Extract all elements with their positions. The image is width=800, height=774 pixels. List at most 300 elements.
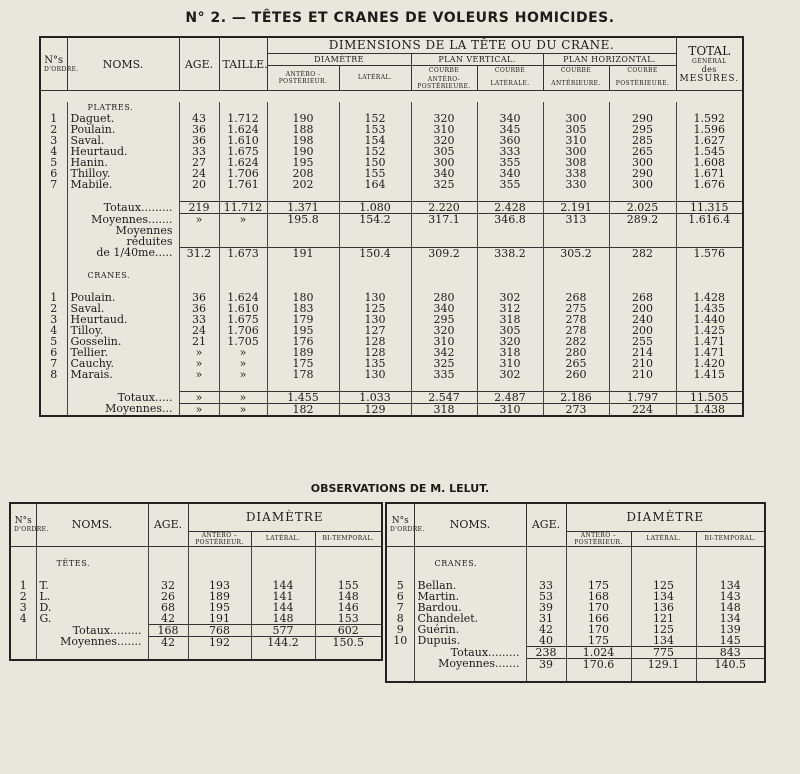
table-row [40,347,743,358]
table-cell: 175 [566,635,631,647]
table-cell: 240 [609,314,676,325]
section-label-tetes_label: TÊTES. [36,558,148,569]
table-cell: 340 [411,303,477,314]
table-cell: 300 [543,113,609,124]
table-cell: 1.712 [219,113,267,124]
table-cell: 2 [40,303,67,314]
table-cell [696,558,765,569]
table-cell: 285 [609,135,676,146]
row-name: Gosselin. [67,336,179,347]
table-cell: 195 [267,325,339,336]
row-name: G. [36,613,148,625]
table-cell: 155 [339,168,411,179]
table-cell: 318 [477,347,543,358]
summary-value: 310 [477,403,543,416]
table-cell: 255 [609,336,676,347]
table-cell: 265 [609,146,676,157]
row-name: Chandelet. [414,613,526,624]
summary-value: 129 [339,403,411,416]
table-cell: 6 [386,591,414,602]
table-cell: 1.675 [219,146,267,157]
row-name: Tilloy. [67,325,179,336]
table-cell: 355 [477,179,543,190]
section-label-cranes_label: CRANES. [414,558,526,569]
table-cell: 280 [411,292,477,303]
summary-value: 317.1 [411,214,477,226]
summary-value: 129.1 [631,658,696,670]
summary-value: 843 [696,646,765,658]
table-cell: 300 [543,146,609,157]
header-antero-posterieur: ANTÉRO - POSTÉRIEUR. [267,65,339,91]
table-cell: 143 [696,591,765,602]
table-cell: 282 [543,336,609,347]
header-plan-vertical: PLAN VERTICAL. [411,53,543,65]
summary-value: 338.2 [477,247,543,259]
main-table-body [40,91,743,416]
table-cell: 40 [526,635,566,647]
summary-value: 1.797 [609,391,676,403]
table-cell: 312 [477,303,543,314]
table-cell [543,225,609,247]
row-name: Heurtaud. [67,146,179,157]
summary-value: 140.5 [696,658,765,670]
summary-value: 273 [543,403,609,416]
table-cell: 134 [696,613,765,624]
table-cell: » [179,347,219,358]
table-row [386,602,765,613]
table-row [40,179,743,190]
summary-value: 170.6 [566,658,631,670]
header-courbe-4: COURBE [609,65,676,76]
table-cell: 278 [543,325,609,336]
table-cell: 176 [267,336,339,347]
table-row [40,292,743,303]
row-name: L. [36,591,148,602]
summary-value: 1.455 [267,391,339,403]
summary-value: 768 [188,624,251,636]
table-cell: 1.471 [676,336,743,347]
observations-title: OBSERVATIONS DE M. LELUT. [310,482,490,495]
main-table [39,36,744,417]
table-cell: 7 [40,358,67,369]
section-label-cranes: CRANES. [67,270,179,281]
table-cell: 42 [148,613,188,625]
summary-value: 168 [148,624,188,636]
table-cell: 318 [477,314,543,325]
table-cell: 5 [40,336,67,347]
table-cell [148,558,188,569]
summary-value: 11.505 [676,391,743,403]
summary-row [386,646,765,658]
table-cell: 7 [386,602,414,613]
obs-right-header-age: AGE. [526,503,566,546]
header-taille: TAILLE. [219,37,267,91]
table-cell [676,225,743,247]
table-cell [251,558,315,569]
table-cell: 190 [267,113,339,124]
table-cell [219,225,267,247]
row-name: Cauchy. [67,358,179,369]
summary-value: 2.025 [609,202,676,214]
header-lateral: LATÉRAL. [339,65,411,91]
summary-value: 2.191 [543,202,609,214]
summary-value: 1.024 [566,646,631,658]
table-cell: 36 [179,292,219,303]
table-cell: 268 [609,292,676,303]
row-name: Poulain. [67,124,179,135]
table-cell: 39 [526,602,566,613]
table-cell: 193 [188,580,251,591]
table-cell: 134 [696,580,765,591]
table-cell: 180 [267,292,339,303]
table-cell: 134 [631,635,696,647]
table-cell: 127 [339,325,411,336]
table-cell: 33 [526,580,566,591]
table-cell: 139 [696,624,765,635]
obs-right-header-bitemporal: BI-TEMPORAL. [696,531,765,546]
table-cell: 308 [543,157,609,168]
summary-row [40,391,743,403]
table-cell: 42 [526,624,566,635]
summary-value: 1.673 [219,247,267,259]
table-cell: 7 [40,179,67,190]
table-cell: 310 [411,124,477,135]
table-cell: 295 [609,124,676,135]
row-name: Marais. [67,369,179,380]
table-cell: 1.425 [676,325,743,336]
row-name: Poulain. [67,292,179,303]
table-cell: 136 [631,602,696,613]
table-cell [609,270,676,281]
table-cell: 325 [411,358,477,369]
table-row [10,602,382,613]
row-name: Saval. [67,135,179,146]
table-cell [386,658,414,670]
table-cell: 179 [267,314,339,325]
table-cell: 152 [339,113,411,124]
table-cell: 166 [566,613,631,624]
header-age: AGE. [179,37,219,91]
table-cell: 1 [40,292,67,303]
table-cell [10,636,36,648]
row-name: Bellan. [414,580,526,591]
summary-value: 11.315 [676,202,743,214]
table-cell: 305 [543,124,609,135]
table-cell: 275 [543,303,609,314]
table-cell [676,270,743,281]
table-cell [411,225,477,247]
table-cell: 1.676 [676,179,743,190]
table-row [386,635,765,647]
table-cell: 33 [179,314,219,325]
row-name: Heurtaud. [67,314,179,325]
header-courbe-anterieure: ANTÉRIEURE. [543,76,609,91]
table-cell: 141 [251,591,315,602]
table-cell: 188 [267,124,339,135]
row-name: T. [36,580,148,591]
row-name: Guérin. [414,624,526,635]
section-label-platres: PLATRES. [67,102,179,113]
table-cell: 3 [10,602,36,613]
table-cell [179,270,219,281]
table-cell: 1.705 [219,336,267,347]
header-courbe-1: COURBE [411,65,477,76]
row-name: Martin. [414,591,526,602]
obs-right-header-no: N°s D'ORDRE. [386,503,414,546]
table-cell: 191 [188,613,251,625]
table-cell [386,646,414,658]
table-cell [219,270,267,281]
table-cell: 121 [631,613,696,624]
summary-value: 144.2 [251,636,315,648]
table-cell [386,558,414,569]
summary-value: 577 [251,624,315,636]
table-cell [188,558,251,569]
table-cell: 360 [477,135,543,146]
table-cell: 335 [411,369,477,380]
table-cell: 2 [10,591,36,602]
row-name: Bardou. [414,602,526,613]
summary-value: 2.547 [411,391,477,403]
table-cell: 320 [411,113,477,124]
table-cell: 27 [179,157,219,168]
table-cell: 342 [411,347,477,358]
table-cell: 1.761 [219,179,267,190]
table-cell: 125 [339,303,411,314]
table-cell: 280 [543,347,609,358]
table-cell: 333 [477,146,543,157]
summary-label-row [40,225,743,247]
table-cell: 134 [631,591,696,602]
table-cell: 153 [315,613,382,625]
summary-label: Moyennes....... [67,214,179,226]
table-cell: 24 [179,325,219,336]
table-cell: 125 [631,580,696,591]
table-cell: 310 [411,336,477,347]
summary-label: Totaux......... [36,624,148,636]
table-cell: 4 [10,613,36,625]
header-diametre: DIAMÈTRE [267,53,411,65]
table-cell: 24 [179,168,219,179]
table-cell: 320 [411,325,477,336]
summary-value: 346.8 [477,214,543,226]
table-cell: 130 [339,314,411,325]
table-cell [477,270,543,281]
table-cell: 6 [40,168,67,179]
table-cell: 36 [179,135,219,146]
table-cell: 125 [631,624,696,635]
table-cell: 1.624 [219,157,267,168]
table-cell: 148 [251,613,315,625]
obs-left-header-bitemporal: BI-TEMPORAL. [315,531,382,546]
table-cell: 33 [179,146,219,157]
table-cell: 20 [179,179,219,190]
table-cell [543,270,609,281]
summary-value: 224 [609,403,676,416]
summary-value: 1.371 [267,202,339,214]
summary-value: 195.8 [267,214,339,226]
table-cell: 1.624 [219,292,267,303]
summary-value: 318 [411,403,477,416]
table-cell [40,225,67,247]
table-cell: 189 [188,591,251,602]
table-cell: » [179,369,219,380]
table-cell [179,225,219,247]
summary-value: » [219,403,267,416]
page-title: N° 2. — TÊTES ET CRANES DE VOLEURS HOMICIDES. [185,10,615,26]
table-cell: 8 [386,613,414,624]
table-cell: 2 [40,124,67,135]
summary-label: Totaux..... [67,391,179,403]
table-cell: 338 [543,168,609,179]
table-row [40,303,743,314]
table-cell [526,558,566,569]
header-dimensions: DIMENSIONS DE LA TÊTE OU DU CRANE. [267,37,676,53]
observations-table-cranes [385,502,766,683]
table-row [386,613,765,624]
table-cell: 3 [40,314,67,325]
table-cell: 278 [543,314,609,325]
observations-cranes-body [386,546,765,682]
table-cell: 265 [543,358,609,369]
summary-value: 42 [148,636,188,648]
row-name: Daguet. [67,113,179,124]
table-cell [267,225,339,247]
table-cell: 26 [148,591,188,602]
table-row [40,369,743,380]
table-cell [631,558,696,569]
table-cell: 302 [477,292,543,303]
summary-value: 282 [609,247,676,259]
obs-right-header-lateral: LATÉRAL. [631,531,696,546]
summary-value: » [219,214,267,226]
summary-row [386,658,765,670]
table-cell: 128 [339,336,411,347]
table-cell: 202 [267,179,339,190]
table-cell [315,558,382,569]
table-cell: 208 [267,168,339,179]
table-cell: 1.608 [676,157,743,168]
summary-value: » [219,391,267,403]
summary-row [40,202,743,214]
table-cell: 1.610 [219,303,267,314]
table-cell: 260 [543,369,609,380]
table-cell: 135 [339,358,411,369]
summary-value: 1.033 [339,391,411,403]
table-cell: 330 [543,179,609,190]
table-cell [566,558,631,569]
table-cell [40,270,67,281]
table-cell: 1.592 [676,113,743,124]
summary-value: 2.428 [477,202,543,214]
table-cell: 1 [40,113,67,124]
table-cell: 320 [477,336,543,347]
summary-label: Moyennes... [67,403,179,416]
summary-value: 154.2 [339,214,411,226]
header-plan-horizontal: PLAN HORIZONTAL. [543,53,676,65]
table-cell: 210 [609,358,676,369]
table-cell: 290 [609,113,676,124]
summary-value: 309.2 [411,247,477,259]
table-cell: 295 [411,314,477,325]
summary-value: 192 [188,636,251,648]
observations-table-tetes [9,502,383,661]
summary-row [40,247,743,259]
table-cell: 1.415 [676,369,743,380]
summary-value: 219 [179,202,219,214]
table-cell: 320 [411,135,477,146]
obs-left-header-lateral: LATÉRAL. [251,531,315,546]
summary-label: Moyennes....... [36,636,148,648]
table-row [40,336,743,347]
row-name: Saval. [67,303,179,314]
obs-left-header-no: N°s D'ORDRE. [10,503,36,546]
header-noms: NOMS. [67,37,179,91]
table-row [40,314,743,325]
summary-value: 31.2 [179,247,219,259]
table-cell: 340 [411,168,477,179]
summary-label: Moyennes....... [414,658,526,670]
table-cell: 198 [267,135,339,146]
summary-row [10,624,382,636]
table-cell: 175 [566,580,631,591]
table-cell [477,225,543,247]
table-cell: 1.440 [676,314,743,325]
table-cell: 210 [609,369,676,380]
table-cell: 300 [411,157,477,168]
header-courbe-laterale: LATÉRALE. [477,76,543,91]
table-row [40,358,743,369]
table-cell: 6 [40,347,67,358]
table-cell: 164 [339,179,411,190]
table-cell: 43 [179,113,219,124]
table-cell: 36 [179,303,219,314]
obs-right-header-diametre: DIAMÈTRE [566,503,765,531]
table-cell: 21 [179,336,219,347]
summary-value: 238 [526,646,566,658]
row-name: Dupuis. [414,635,526,647]
table-cell: » [179,358,219,369]
table-cell: 148 [315,591,382,602]
summary-value: 191 [267,247,339,259]
table-cell: 355 [477,157,543,168]
summary-value: 1.438 [676,403,743,416]
table-cell: 148 [696,602,765,613]
header-total: TOTAL GÉNÉRAL des MESURES. [676,37,743,91]
table-cell: 1.428 [676,292,743,303]
summary-value: 150.4 [339,247,411,259]
table-cell: 170 [566,624,631,635]
summary-value: 1.080 [339,202,411,214]
table-cell: 130 [339,369,411,380]
header-courbe-posterieure: POSTÉRIEURE. [609,76,676,91]
table-cell: 1.671 [676,168,743,179]
table-cell: 1.596 [676,124,743,135]
table-cell: 53 [526,591,566,602]
table-cell: 1.706 [219,325,267,336]
table-cell: 32 [148,580,188,591]
table-cell: 4 [40,325,67,336]
header-courbe-3: COURBE [543,65,609,76]
header-courbe-2: COURBE [477,65,543,76]
table-cell: 170 [566,602,631,613]
table-cell: 155 [315,580,382,591]
table-cell: 1.675 [219,314,267,325]
table-row [10,580,382,591]
table-cell: 31 [526,613,566,624]
table-cell: 310 [477,358,543,369]
summary-value: 602 [315,624,382,636]
